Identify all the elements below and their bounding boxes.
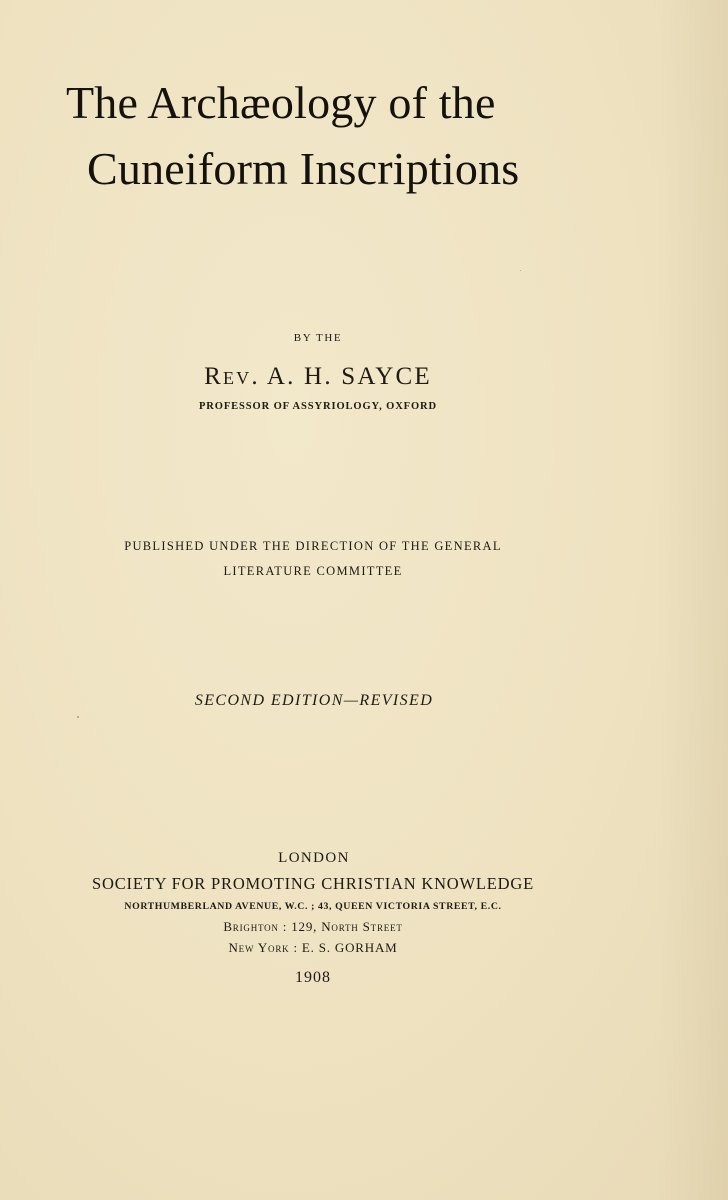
imprint-city: LONDON — [278, 850, 350, 866]
publisher-address-brighton: Brighton : 129, North Street — [223, 919, 403, 934]
publisher-address-london: NORTHUMBERLAND AVENUE, W.C. ; 43, QUEEN VICTORIA STREET, E.C. — [124, 901, 502, 912]
publication-year: 1908 — [295, 969, 331, 986]
book-title-line-2: Cuneiform Inscriptions — [87, 143, 520, 194]
edition-note: SECOND EDITION—REVISED — [194, 692, 434, 709]
page-edge-shading — [658, 0, 728, 1200]
publisher-address-newyork: New York : E. S. GORHAM — [228, 940, 398, 955]
author-name: A. H. SAYCE — [266, 363, 432, 390]
by-line: BY THE — [293, 332, 343, 344]
publisher-name: SOCIETY FOR PROMOTING CHRISTIAN KNOWLEDGE — [92, 874, 534, 893]
author-prefix: Rev. — [204, 363, 260, 390]
publication-note-line-1: PUBLISHED UNDER THE DIRECTION OF THE GENERAL — [124, 539, 502, 553]
author-title: PROFESSOR OF ASSYRIOLOGY, OXFORD — [198, 401, 438, 412]
publication-note-line-2: LITERATURE COMMITTEE — [223, 564, 403, 578]
book-title-line-1: The Archæology of the — [66, 77, 496, 128]
author-line — [0, 364, 636, 389]
paper-speck — [520, 270, 521, 271]
paper-speck — [77, 716, 79, 718]
